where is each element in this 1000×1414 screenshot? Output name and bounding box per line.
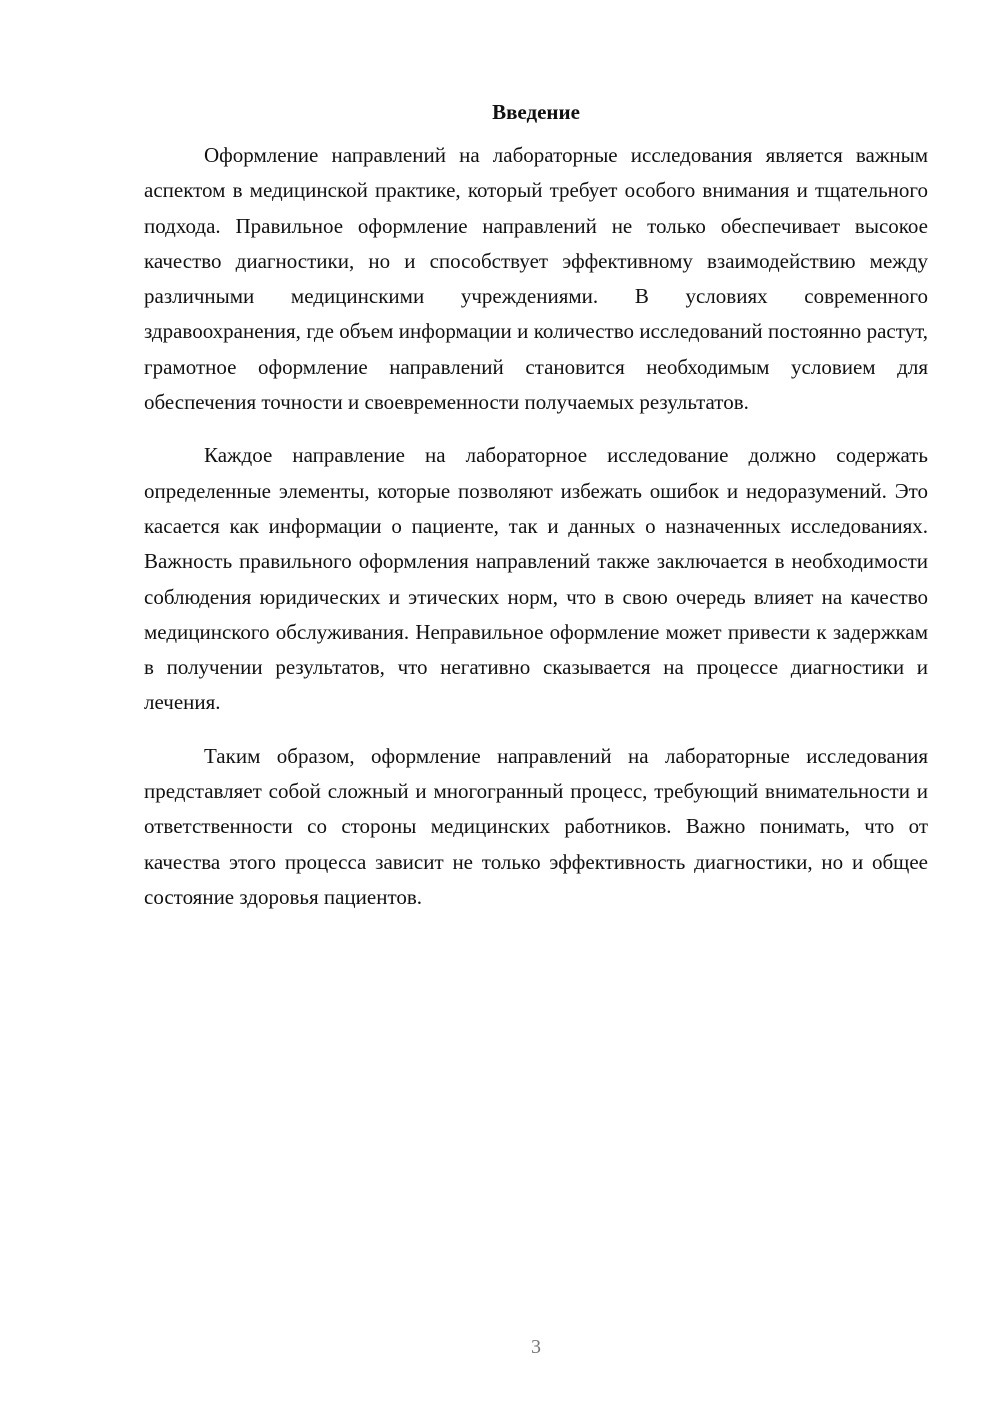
page-number: 3 — [531, 1336, 541, 1358]
paragraph-2: Каждое направление на лабораторное исследование должно содержать определенные элементы, которые позволяют избежать ошибок и недоразумений. Это касается как информации о пациенте, так и данных о назначенных исследованиях. Важность правильного оформления направлений также заключается в необходимости соблюдения юридических и этических норм, что в свою очередь влияет на качество медицинского обслуживания. Неправильное оформление может привести к задержкам в получении результатов, что негативно сказывается на процессе диагностики и лечения. — [144, 443, 928, 715]
paragraph-1: Оформление направлений на лабораторные исследования является важным аспектом в медицинской практике, который требует особого внимания и тщательного подхода. Правильное оформление направлений не только обеспечивает высокое качество диагностики, но и способствует эффективному взаимодействию между различными медицинскими учреждениями. В условиях современного здравоохранения, где объем информации и количество исследований постоянно растут, грамотное оформление направлений становится необходимым условием для обеспечения точности и своевременности получаемых результатов. — [144, 143, 928, 415]
section-heading: Введение — [492, 100, 580, 124]
paragraph-3: Таким образом, оформление направлений на лабораторные исследования представляет собой сложный и многогранный процесс, требующий внимательности и ответственности со стороны медицинских работников. Важно понимать, что от качества этого процесса зависит не только эффективность диагностики, но и общее состояние здоровья пациентов. — [144, 743, 928, 909]
page-content — [144, 96, 928, 933]
